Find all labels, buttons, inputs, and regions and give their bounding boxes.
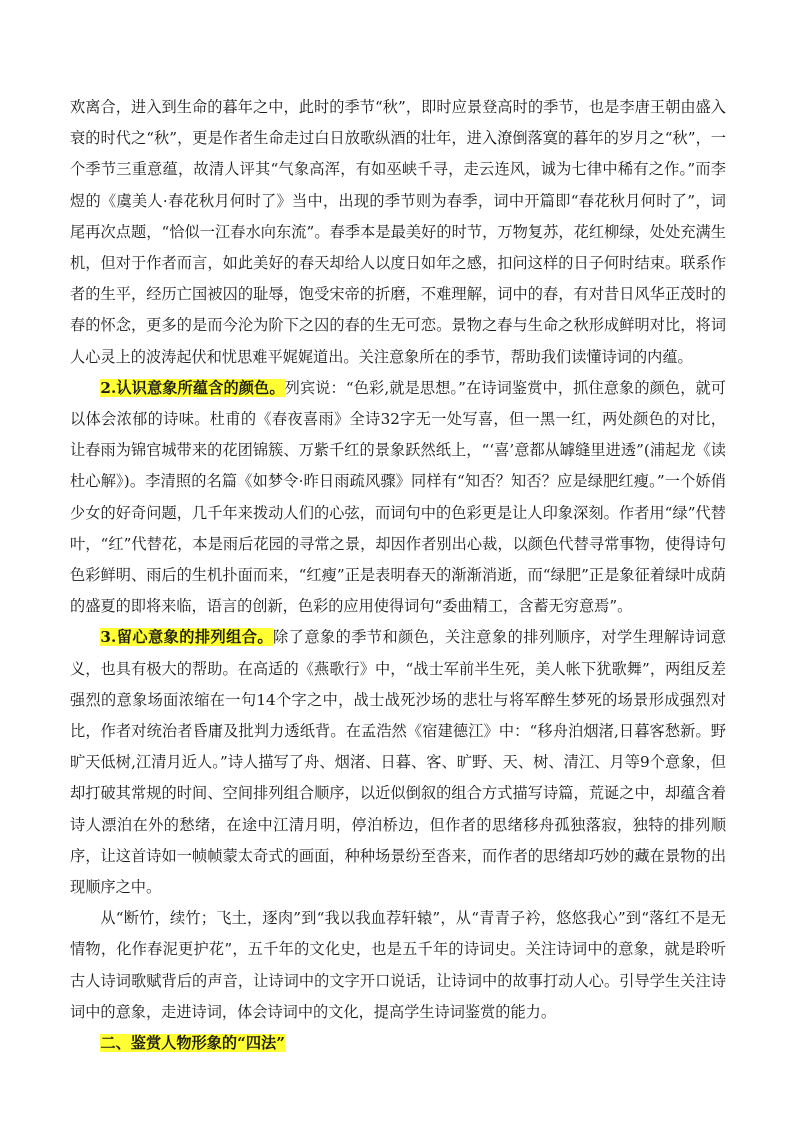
document-page [70, 92, 726, 1059]
paragraph-arrangement-body: 除了意象的季节和颜色，关注意象的排列顺序，对学生理解诗词意义，也具有极大的帮助。在高适的《燕歌行》中，“战士军前半生死，美人帐下犹歌舞”，两组反差强烈的意象场面浓缩在一句14个字之中，战士战死沙场的悲壮与将军醉生梦死的场景形成强烈对比，作者对统治者昏庸及批判力透纸背。在孟浩然《宿建德江》中：“移舟泊烟渚,日暮客愁新。野旷天低树,江清月近人。”诗人描写了舟、烟渚、日暮、客、旷野、天、树、清江、月等9个意象，但却打破其常规的时间、空间排列组合顺序，以近似倒叙的组合方式描写诗篇，荒诞之中，却蕴含着诗人漂泊在外的愁绪，在途中江清月明，停泊桥边，但作者的思绪移舟孤独落寂，独特的排列顺序，让这首诗如一帧帧蒙太奇式的画面，种种场景纷至沓来，而作者的思绪却巧妙的藏在景物的出现顺序之中。 [70, 628, 727, 897]
paragraph-conclusion: 从“断竹，续竹；飞土，逐肉”到“我以我血荐轩辕”，从“青青子衿，悠悠我心”到“落红不是无情物，化作春泥更护花”，五千年的文化史，也是五千年的诗词史。关注诗词中的意象，就是聆听古人诗词歌赋背后的声音，让诗词中的文字开口说话，让诗词中的故事打动人心。引导学生关注诗词中的意象，走进诗词，体会诗词中的文化，提高学生诗词鉴赏的能力。 [70, 909, 726, 1021]
section-heading-text: 二、鉴赏人物形象的“四法” [100, 1034, 285, 1053]
heading-colors: 2.认识意象所蕴含的颜色。 [100, 378, 285, 397]
paragraph-colors [70, 373, 726, 623]
heading-arrangement: 3.留心意象的排列组合。 [100, 628, 274, 647]
section-heading [70, 1028, 726, 1059]
paragraph-arrangement [70, 622, 726, 903]
paragraph-seasons-continued: 欢离合，进入到生命的暮年之中，此时的季节“秋”，即时应景登高时的季节，也是李唐王朝由盛入衰的时代之“秋”，更是作者生命走过白日放歌纵酒的壮年，进入潦倒落寞的暮年的岁月之“秋”，一个季节三重意蕴，故清人评其“气象高浑，有如巫峡千寻，走云连风，诚为七律中稀有之作。”而李煜的《虞美人·春花秋月何时了》当中，出现的季节则为春季，词中开篇即“春花秋月何时了”，词尾再次点题，“恰似一江春水向东流”。春季本是最美好的时节，万物复苏，花红柳绿，处处充满生机，但对于作者而言，如此美好的春天却给人以度日如年之感，扣问这样的日子何时结束。联系作者的生平，经历亡国被囚的耻辱，饱受宋帝的折磨，不难理解，词中的春，有对昔日风华正茂时的春的怀念，更多的是而今沦为阶下之囚的春的生无可恋。景物之春与生命之秋形成鲜明对比，将词人心灵上的波涛起伏和忧思难平娓娓道出。关注意象所在的季节，帮助我们读懂诗词的内蕴。 [70, 98, 726, 366]
paragraph-colors-body: 列宾说：“色彩,就是思想。”在诗词鉴赏中，抓住意象的颜色，就可以体会浓郁的诗味。杜甫的《春夜喜雨》全诗32字无一处写喜，但一黑一红，两处颜色的对比，让春雨为锦官城带来的花团锦簇、万紫千红的景象跃然纸上，“‘喜’意都从罅缝里进透”(浦起龙《读杜心解》)。李清照的名篇《如梦令·昨日雨疏风骤》同样有“知否？知否？应是绿肥红瘦。”一个娇俏少女的好奇问题，几千年来拨动人们的心弦，而词句中的色彩更是让人印象深刻。作者用“绿”代替叶，“红”代替花，本是雨后花园的寻常之景，却因作者别出心裁，以颜色代替寻常事物，使得诗句色彩鲜明、雨后的生机扑面而来，“红瘦”正是表明春天的渐渐消逝，而“绿肥”正是象征着绿叶成荫的盛夏的即将来临，语言的创新，色彩的应用使得词句“委曲精工，含蓄无穷意焉”。 [70, 378, 726, 616]
